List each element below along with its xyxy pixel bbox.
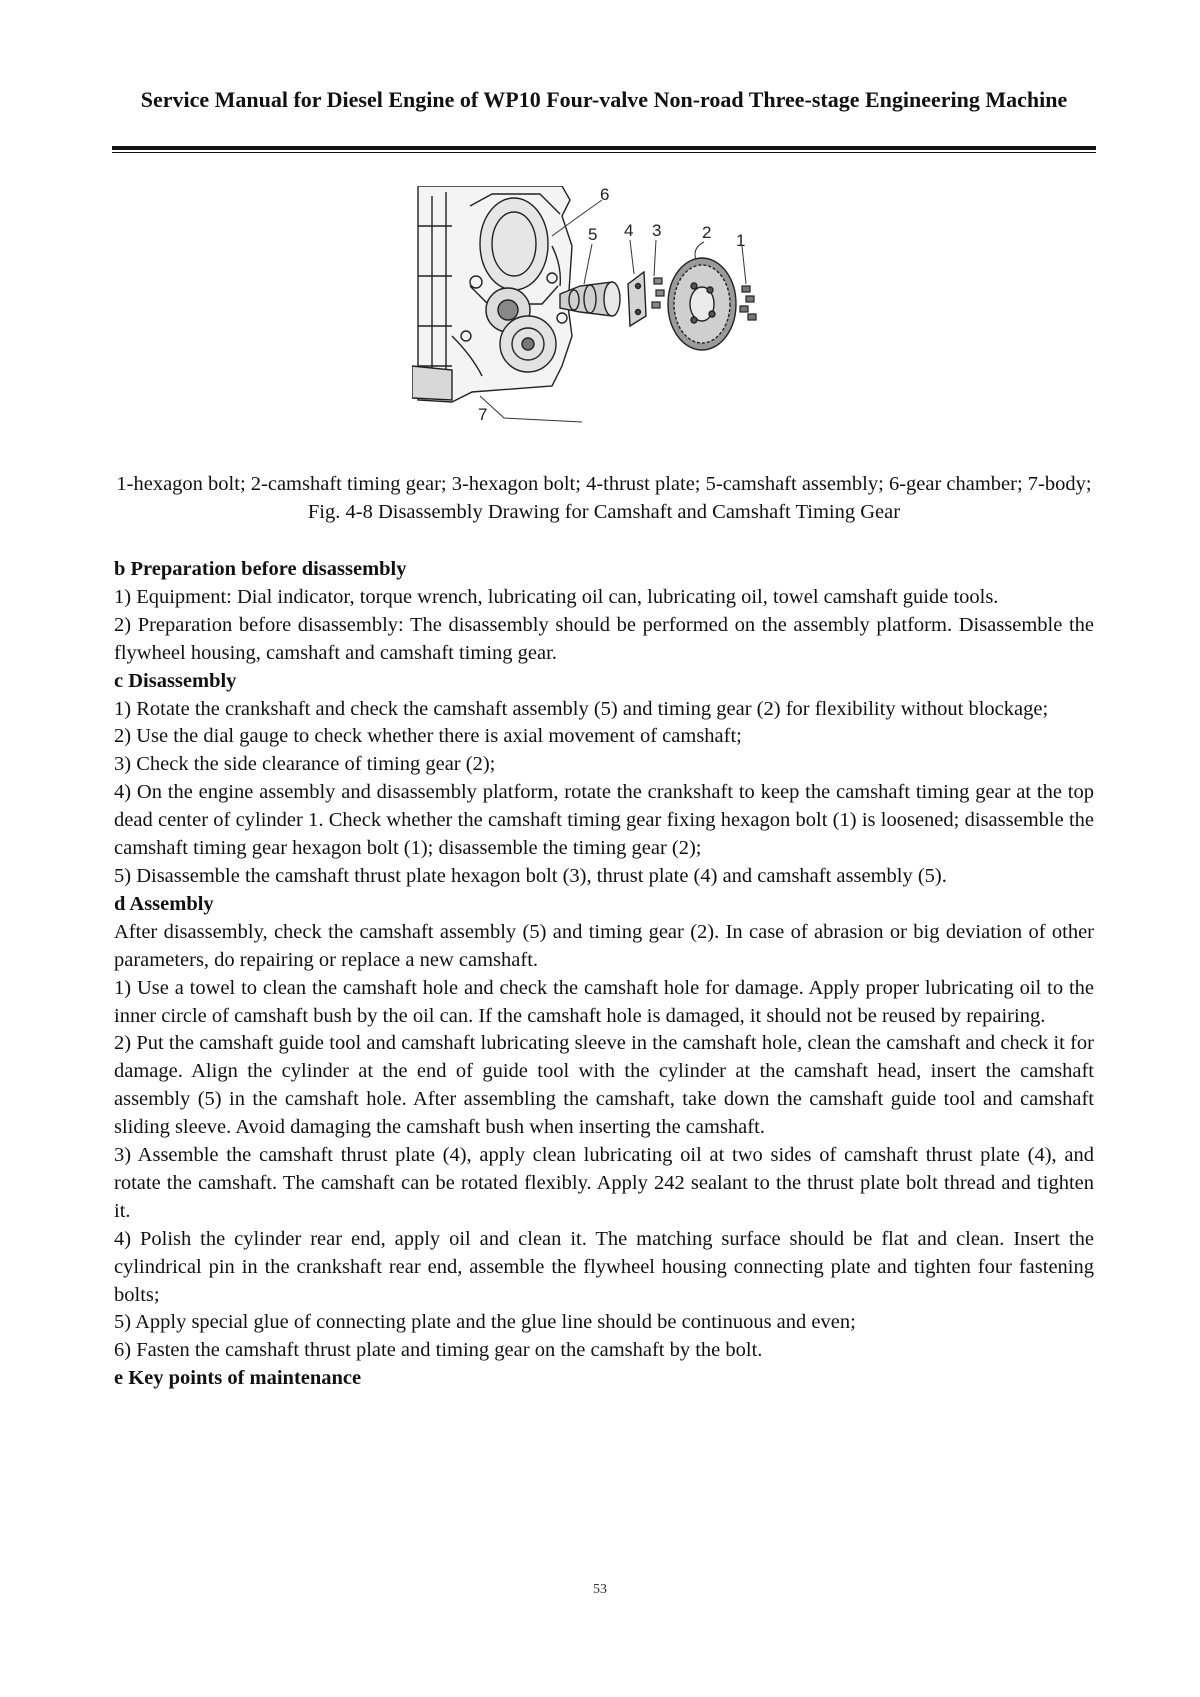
paragraph: 4) On the engine assembly and disassembly platform, rotate the crankshaft to keep the camshaft timing gear at the top dead center of cylinder 1. Check whether the camshaft timing gear fixing hexagon bolt (1) is loosened; disassemble the camshaft timing gear hexagon bolt (1); disassemble the timing gear (2); (114, 781, 1094, 860)
gear-bolts-drawing (740, 286, 756, 320)
paragraph: 4) Polish the cylinder rear end, apply oil and clean it. The matching surface should be flat and clean. Insert the cylindrical pin in the crankshaft rear end, assemble the flywheel housing connecting plate and tighten four fastening bolts; (114, 1227, 1094, 1306)
header-rule (112, 146, 1096, 150)
callout-3: 3 (652, 221, 662, 240)
gear-chamber-drawing (412, 186, 572, 402)
callout-6: 6 (600, 186, 610, 204)
paragraph: 2) Put the camshaft guide tool and camshaft lubricating sleeve in the camshaft hole, clean the camshaft and check it for damage. Align the cylinder at the end of guide tool with the cylinder at the camshaft head, insert the camshaft assembly (5) in the camshaft hole. After assembling the camshaft, take down the camshaft guide tool and camshaft sliding sleeve. Avoid damaging the camshaft bush when inserting the camshaft. (114, 1032, 1094, 1139)
header-rule-thin (112, 152, 1096, 153)
section-heading: c Disassembly (114, 669, 237, 692)
figure-legend: 1-hexagon bolt; 2-camshaft timing gear; 3-hexagon bolt; 4-thrust plate; 5-camshaft assembly; 6-gear chamber; 7-body; (116, 473, 1092, 495)
callout-4: 4 (624, 221, 634, 240)
paragraph: 6) Fasten the camshaft thrust plate and timing gear on the camshaft by the bolt. (114, 1339, 763, 1362)
paragraph: 3) Assemble the camshaft thrust plate (4), apply clean lubricating oil at two sides of camshaft thrust plate (4), and rotate the camshaft. The camshaft can be rotated flexibly. Apply 242 sealant to the thrust plate bolt thread and tighten it. (114, 1144, 1094, 1222)
paragraph: 2) Preparation before disassembly: The disassembly should be performed on the assembly platform. Disassemble the flywheel housing, camshaft and camshaft timing gear. (114, 613, 1094, 664)
callout-1: 1 (736, 231, 746, 250)
paragraph: 5) Apply special glue of connecting plate and the glue line should be continuous and even; (114, 1311, 856, 1334)
figure-caption-block (112, 470, 1096, 526)
timing-gear-drawing (668, 258, 736, 350)
section-heading: e Key points of maintenance (114, 1367, 362, 1390)
body-text (114, 556, 1094, 1393)
paragraph: 3) Check the side clearance of timing gear (2); (114, 753, 496, 776)
figure-drawing (412, 186, 832, 460)
paragraph: 1) Use a towel to clean the camshaft hole and check the camshaft hole for damage. Apply proper lubricating oil to the inner circle of camshaft bush by the oil can. If the camshaft hole is damaged, it should not be reused by repairing. (114, 976, 1094, 1027)
section-heading: b Preparation before disassembly (114, 558, 407, 580)
camshaft-exploded-figure (412, 186, 832, 460)
thrust-plate-drawing (628, 272, 646, 326)
paragraph: 5) Disassemble the camshaft thrust plate hexagon bolt (3), thrust plate (4) and camshaft assembly (5). (114, 864, 947, 887)
figure-caption: Fig. 4-8 Disassembly Drawing for Camshaft and Camshaft Timing Gear (307, 501, 901, 523)
thrust-plate-bolts-drawing (652, 278, 664, 308)
callout-2: 2 (702, 223, 712, 242)
page-number: 53 (593, 1582, 607, 1597)
callout-5: 5 (588, 225, 598, 244)
paragraph: After disassembly, check the camshaft assembly (5) and timing gear (2). In case of abrasion or big deviation of other parameters, do repairing or replace a new camshaft. (114, 920, 1094, 971)
page-header: Service Manual for Diesel Engine of WP10 Four-valve Non-road Three-stage Engineering Machine (140, 87, 1068, 112)
paragraph: 1) Equipment: Dial indicator, torque wrench, lubricating oil can, lubricating oil, towel camshaft guide tools. (114, 585, 999, 608)
callout-7: 7 (478, 405, 488, 424)
section-heading: d Assembly (114, 892, 214, 915)
paragraph: 2) Use the dial gauge to check whether there is axial movement of camshaft; (114, 725, 742, 748)
paragraph: 1) Rotate the crankshaft and check the camshaft assembly (5) and timing gear (2) for flexibility without blockage; (114, 697, 1049, 720)
